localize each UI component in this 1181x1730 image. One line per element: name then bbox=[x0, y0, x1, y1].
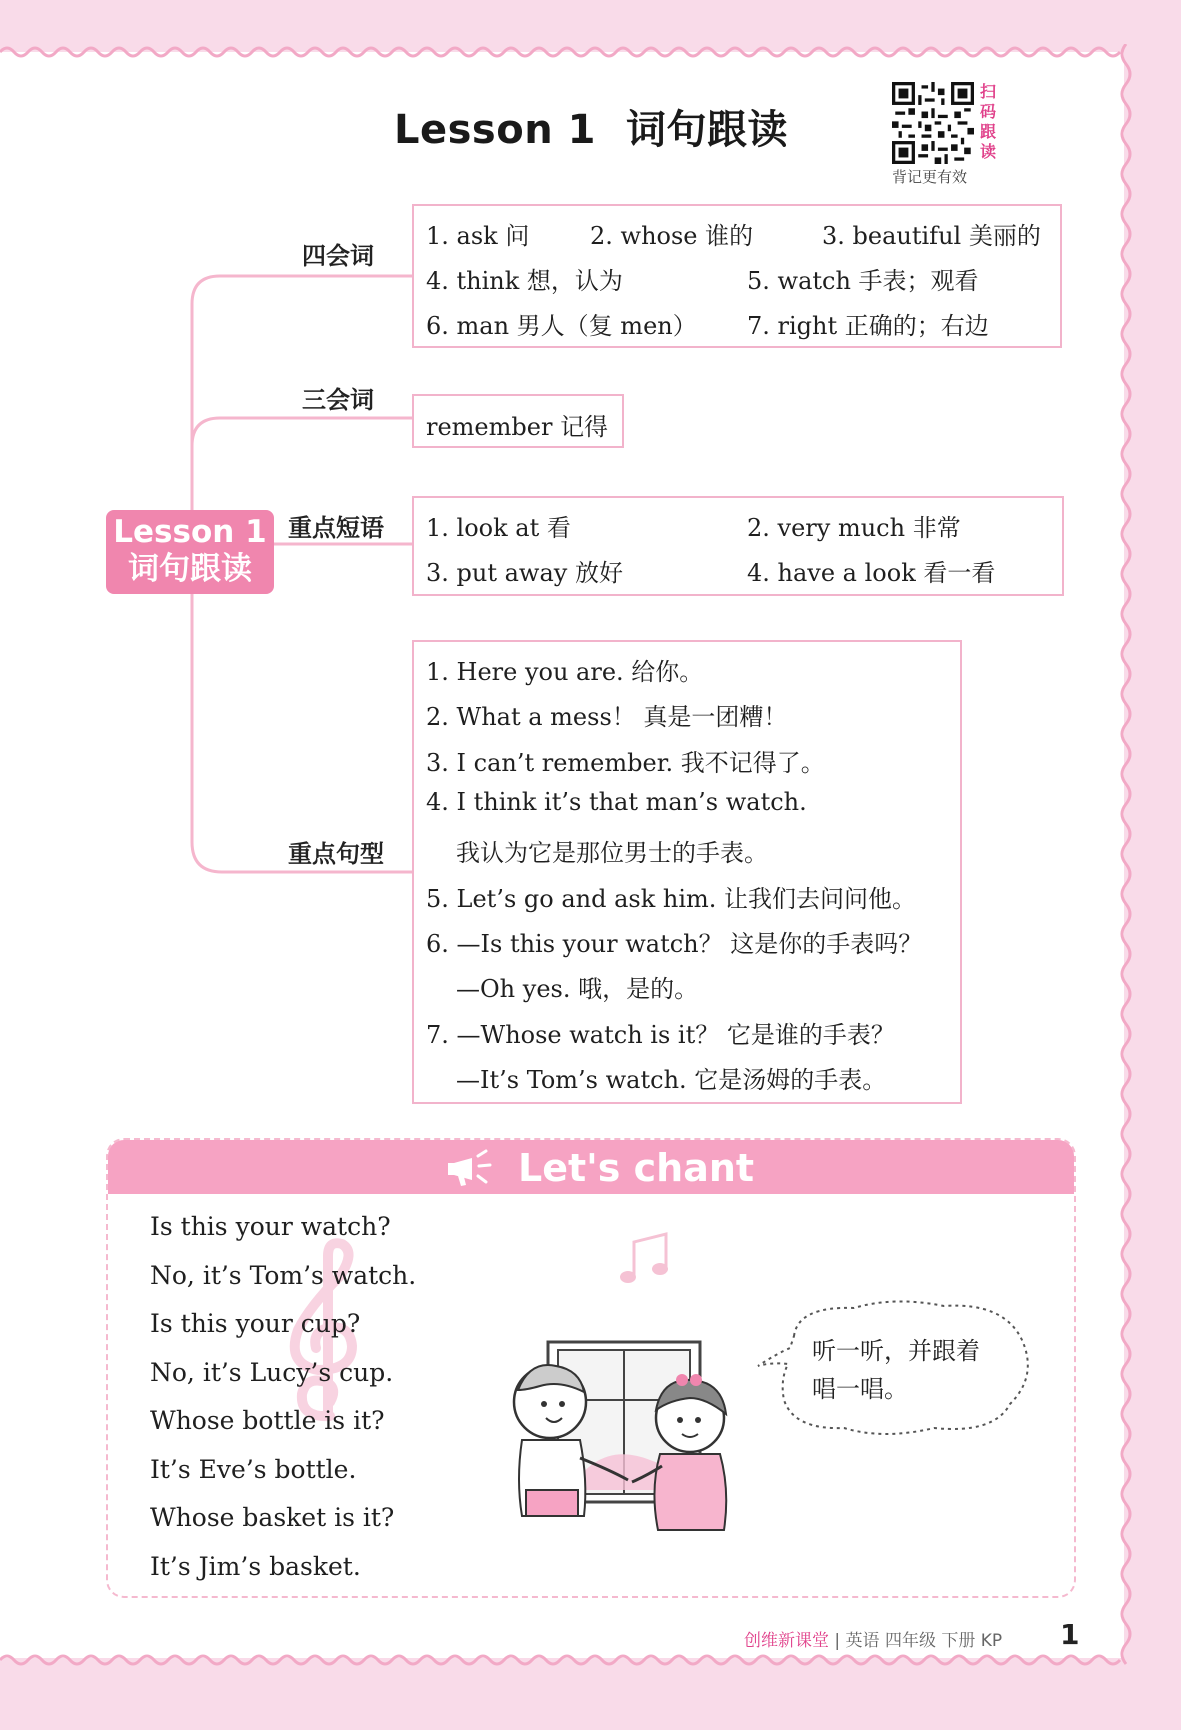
chant-line: Whose basket is it? bbox=[150, 1503, 395, 1532]
sentence-item: 5. Let’s go and ask him. 让我们去问问他。 bbox=[426, 885, 917, 913]
sentence-reply: —It’s Tom’s watch. 它是汤姆的手表。 bbox=[456, 1066, 887, 1094]
chant-line: It’s Eve’s bottle. bbox=[150, 1455, 357, 1484]
four-skill-words-box bbox=[412, 204, 1062, 348]
sentence-item: 1. Here you are. 给你。 bbox=[426, 658, 704, 686]
phrase-item: 3. put away 放好 bbox=[426, 559, 623, 587]
key-sentences-box bbox=[412, 640, 962, 1104]
sentence-reply: —Oh yes. 哦，是的。 bbox=[456, 975, 699, 1003]
word-item: 7. right 正确的；右边 bbox=[747, 312, 989, 340]
word-item: 2. whose 谁的 bbox=[590, 222, 754, 250]
sentence-translation: 我认为它是那位男士的手表。 bbox=[456, 839, 768, 867]
word-item: 6. man 男人（复 men） bbox=[426, 312, 697, 340]
phrase-item: 4. have a look 看一看 bbox=[747, 559, 996, 587]
footer-info: | 英语 四年级 下册 KP bbox=[834, 1631, 1003, 1651]
qr-label-char: 扫 bbox=[979, 82, 996, 101]
chant-line: Is this your watch? bbox=[150, 1212, 391, 1241]
lesson-badge-subtitle: 词句跟读 bbox=[128, 551, 252, 587]
footer-brand: 创维新课堂 bbox=[744, 1631, 829, 1651]
sentence-item: 3. I can’t remember. 我不记得了。 bbox=[426, 749, 825, 777]
bubble-line: 唱一唱。 bbox=[812, 1375, 908, 1403]
lesson-badge bbox=[106, 510, 274, 594]
label-key-phrases: 重点短语 bbox=[288, 514, 384, 542]
word-item: 3. beautiful 美丽的 bbox=[822, 222, 1041, 250]
sentence-item: 2. What a mess！ 真是一团糟！ bbox=[426, 703, 788, 731]
music-note-icon bbox=[616, 1228, 676, 1288]
chant-line: Whose bottle is it? bbox=[150, 1406, 385, 1435]
phrase-item: 2. very much 非常 bbox=[747, 514, 961, 542]
lesson-badge-title: Lesson 1 bbox=[113, 514, 267, 550]
title-chinese: 词句跟读 bbox=[625, 107, 788, 153]
key-phrases-box bbox=[412, 496, 1064, 596]
word-item: 5. watch 手表；观看 bbox=[747, 267, 979, 295]
children-window-illustration bbox=[500, 1340, 740, 1536]
chant-line: No, it’s Tom’s watch. bbox=[150, 1261, 417, 1290]
label-four-skill-words: 四会词 bbox=[302, 242, 374, 270]
word-item: remember 记得 bbox=[426, 413, 609, 441]
qr-caption: 背记更有效 bbox=[892, 168, 968, 186]
word-item: 1. ask 问 bbox=[426, 222, 530, 250]
phrase-item: 1. look at 看 bbox=[426, 514, 571, 542]
page-number: 1 bbox=[1060, 1618, 1080, 1651]
megaphone-icon bbox=[446, 1148, 506, 1188]
chant-line: It’s Jim’s basket. bbox=[150, 1552, 361, 1581]
chant-title: Let's chant bbox=[518, 1146, 755, 1190]
bubble-text bbox=[812, 1332, 1012, 1408]
qr-label-char: 跟 bbox=[979, 122, 996, 141]
bubble-line: 听一听，并跟着 bbox=[812, 1337, 980, 1365]
qr-label-char: 读 bbox=[979, 142, 996, 161]
footer bbox=[744, 1626, 1002, 1651]
sentence-item: 6. —Is this your watch？ 这是你的手表吗？ bbox=[426, 930, 923, 958]
label-three-skill-words: 三会词 bbox=[302, 386, 374, 414]
sentence-item: 7. —Whose watch is it？ 它是谁的手表？ bbox=[426, 1021, 895, 1049]
chant-header bbox=[108, 1140, 1074, 1194]
word-item: 4. think 想，认为 bbox=[426, 267, 623, 295]
sentence-item: 4. I think it’s that man’s watch. bbox=[426, 788, 807, 816]
title-english: Lesson 1 bbox=[394, 107, 596, 153]
three-skill-words-box bbox=[412, 394, 624, 448]
qr-label-char: 码 bbox=[979, 102, 996, 121]
chant-line: Is this your cup? bbox=[150, 1309, 361, 1338]
chant-line: No, it’s Lucy’s cup. bbox=[150, 1358, 394, 1387]
label-key-sentences: 重点句型 bbox=[288, 840, 384, 868]
